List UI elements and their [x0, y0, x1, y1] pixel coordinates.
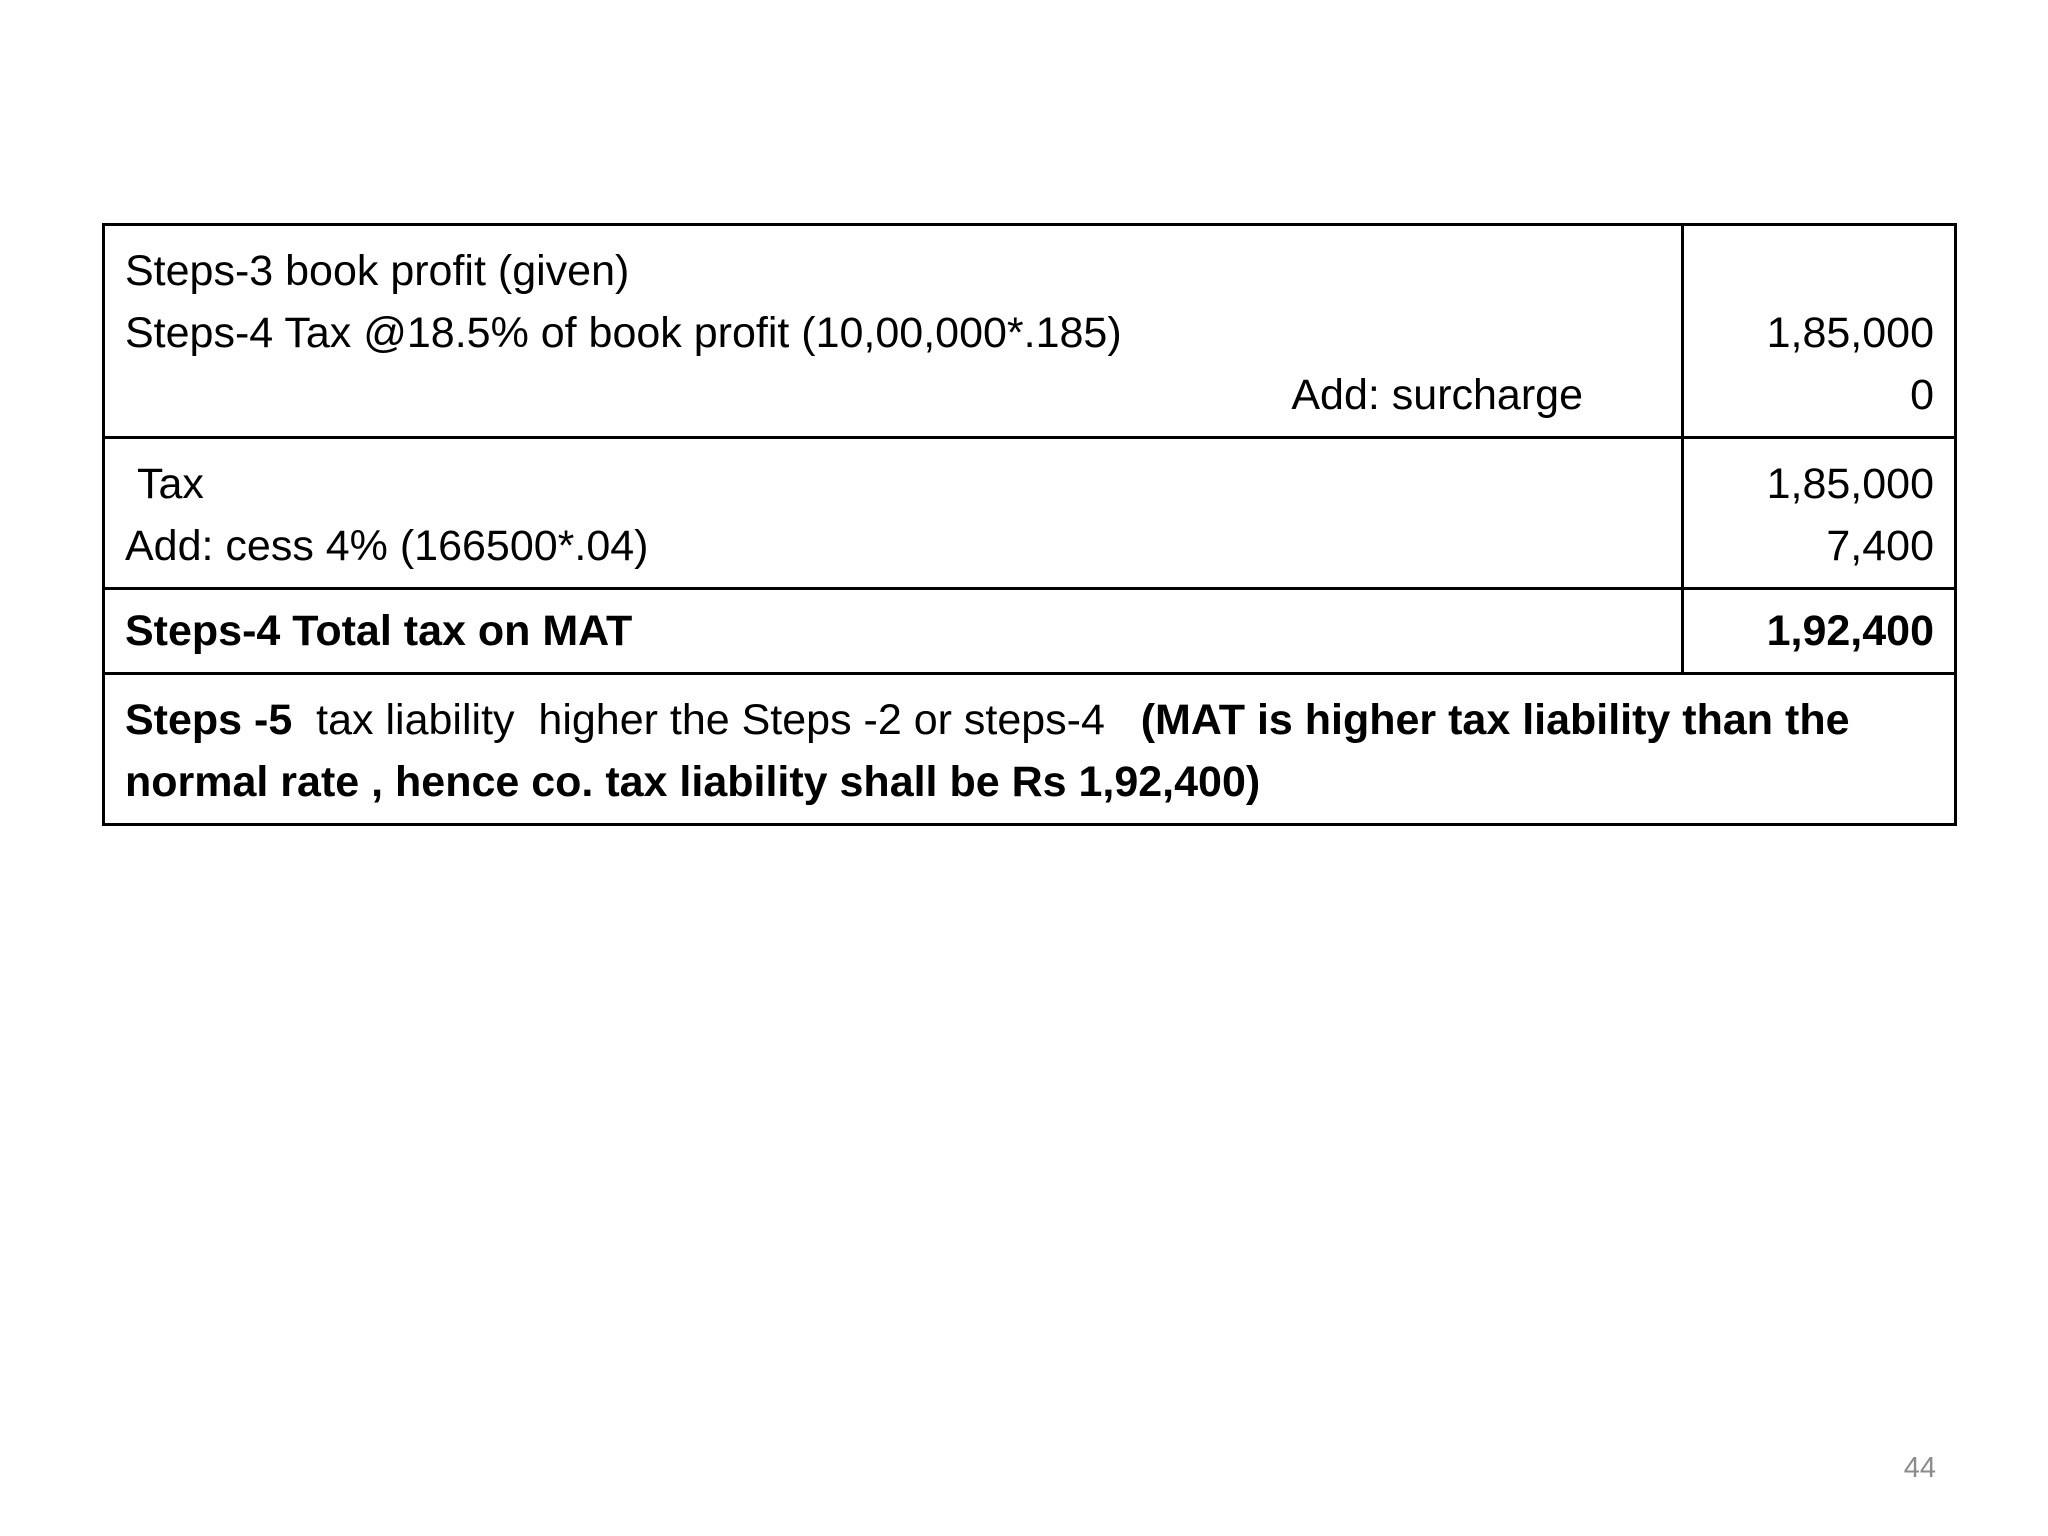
- tax-on-book-profit-label: Steps-4 Tax @18.5% of book profit (10,00,000*.185): [125, 309, 1122, 357]
- table-row-conclusion: [104, 674, 1956, 825]
- surcharge-label: Add: surcharge: [1291, 371, 1583, 419]
- book-profit-label: Steps-3 book profit (given): [125, 247, 630, 295]
- steps-5-label: Steps -5: [125, 696, 293, 744]
- table-row-total-mat: [104, 589, 1956, 674]
- total-mat-amount: 1,92,400: [1683, 589, 1956, 674]
- cess-label: Add: cess 4% (166500*.04): [125, 522, 649, 570]
- amount-cell: [1683, 225, 1956, 438]
- conclusion-cell: [104, 674, 1956, 825]
- description-cell: [104, 225, 1683, 438]
- cess-amount: 7,400: [1826, 522, 1934, 570]
- steps-5-text: tax liability higher the Steps -2 or steps-4: [292, 696, 1141, 744]
- page-number: 44: [1903, 1452, 1936, 1484]
- tax-label: Tax: [137, 460, 204, 508]
- book-profit-amount: [1704, 240, 1934, 302]
- description-cell: [104, 438, 1683, 589]
- mat-calculation-table: [102, 223, 1957, 826]
- amount-cell: [1683, 438, 1956, 589]
- surcharge-amount: 0: [1910, 371, 1934, 419]
- table-row-book-profit: [104, 225, 1956, 438]
- total-mat-label: Steps-4 Total tax on MAT: [104, 589, 1683, 674]
- tax-on-book-profit-amount: 1,85,000: [1766, 309, 1934, 357]
- table-row-tax-cess: [104, 438, 1956, 589]
- conclusion-text: (MAT is higher tax liability than the normal rate , hence co. tax liability shall be Rs 1,92,400): [125, 696, 1850, 806]
- tax-amount: 1,85,000: [1766, 460, 1934, 508]
